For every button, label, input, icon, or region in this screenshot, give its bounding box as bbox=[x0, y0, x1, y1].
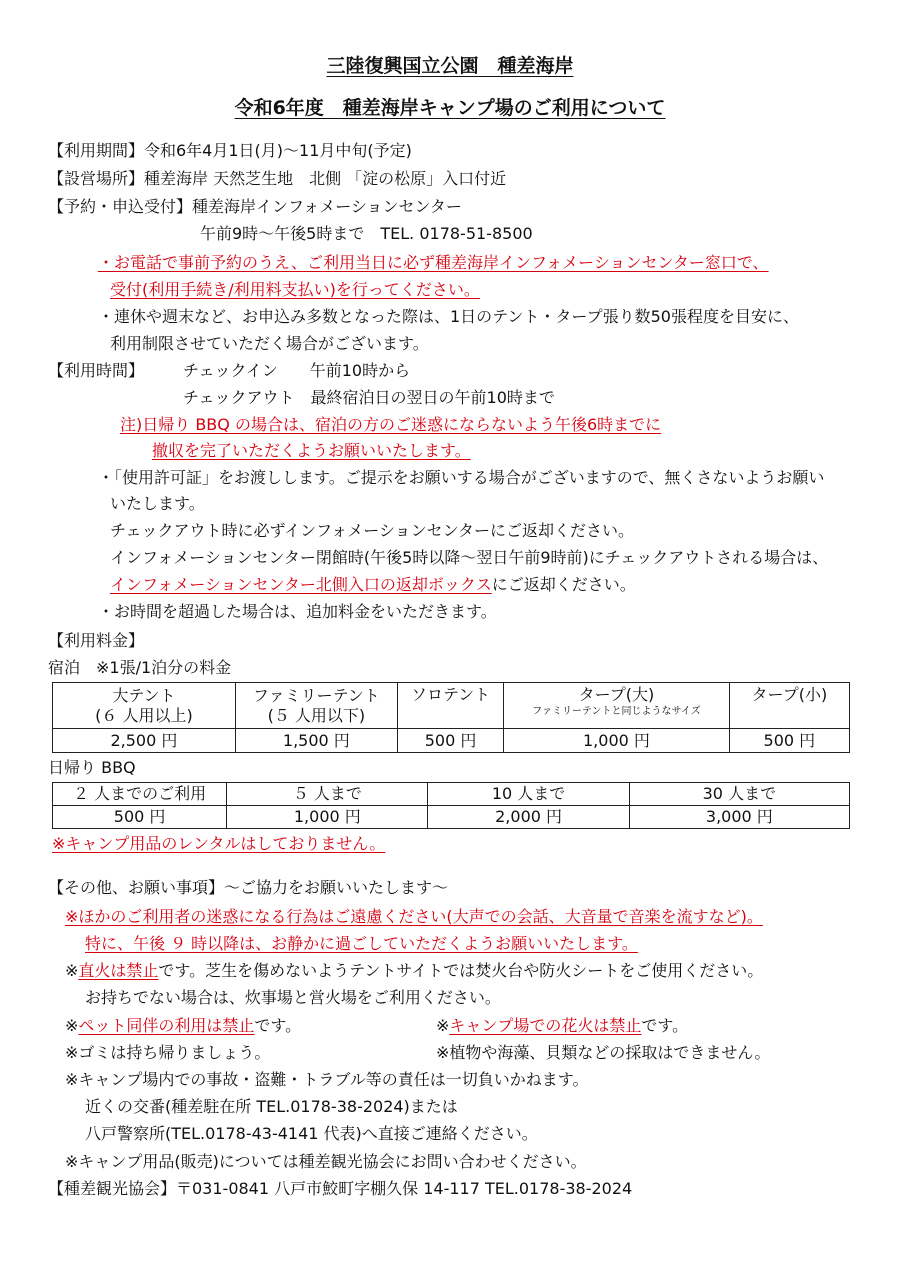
fireworks-note: ※キャンプ場での花火は禁止です。 bbox=[436, 1016, 689, 1035]
return-box-note: インフォメーションセンター北側入口の返却ボックス bbox=[110, 575, 492, 594]
stay-price-large-tent: 2,500 円 bbox=[53, 729, 236, 753]
bbq-price-2: 500 円 bbox=[53, 806, 227, 829]
permit-note-3: チェックアウト時に必ずインフォメーションセンターにご返却ください。 bbox=[110, 521, 635, 540]
bbq-price-5: 1,000 円 bbox=[227, 806, 428, 829]
permit-note-2: いたします。 bbox=[110, 494, 205, 513]
pet-note: ※ペット同伴の利用は禁止です。 bbox=[65, 1016, 302, 1035]
limit-note-2: 利用制限させていただく場合がございます。 bbox=[110, 334, 429, 353]
checkin-time: チェックイン 午前10時から bbox=[183, 361, 411, 380]
manners-red-1: ※ほかのご利用者の迷惑になる行為はご遠慮ください(大声での会話、大音量で音楽を流すなど)。 bbox=[65, 907, 763, 926]
manners-red-2: 特に、午後 ９ 時以降は、お静かに過ごしていただくようお願いいたします。 bbox=[85, 934, 638, 953]
bbq-note-red-2: 撤収を完了いただくようお願いいたします。 bbox=[152, 441, 471, 460]
permit-note-4: インフォメーションセンター閉館時(午後5時以降～翌日午前9時前)にチェックアウトされる場合は、 bbox=[110, 548, 829, 567]
bbq-price-10: 2,000 円 bbox=[428, 806, 629, 829]
plants-note: ※植物や海藻、貝類などの採取はできません。 bbox=[436, 1043, 771, 1062]
bbq-note-red-1: 注)日帰り BBQ の場合は、宿泊の方のご迷惑にならないよう午後6時までに bbox=[120, 415, 662, 434]
garbage-note: ※ゴミは持ち帰りましょう。 bbox=[65, 1043, 271, 1062]
pet-prohibited: ペット同伴の利用は禁止 bbox=[78, 1016, 255, 1035]
reservation-info: 【予約・申込受付】種差海岸インフォメーションセンター bbox=[48, 197, 462, 216]
stay-header-tarp-small: タープ(小) bbox=[729, 683, 849, 729]
stay-price-tarp-small: 500 円 bbox=[729, 729, 849, 753]
bbq-header-5: ５ 人まで bbox=[227, 783, 428, 806]
other-label: 【その他、お願い事項】～ご協力をお願いいたします～ bbox=[48, 878, 449, 897]
police-note-1: 近くの交番(種差駐在所 TEL.0178-38-2024)または bbox=[85, 1097, 458, 1116]
stay-header-large-tent: 大テント (６ 人用以上) bbox=[53, 683, 236, 729]
limit-note-1: ・連休や週末など、お申込み多数となった際は、1日のテント・タープ張り数50張程度を目安に、 bbox=[98, 307, 799, 326]
stay-header-family-tent: ファミリーテント (５ 人用以下) bbox=[235, 683, 397, 729]
stay-header-tarp-large: タープ(大) ファミリーテントと同じようなサイズ bbox=[504, 683, 729, 729]
setup-location: 【設営場所】種差海岸 天然芝生地 北側 「淀の松原」入口付近 bbox=[48, 169, 507, 188]
reservation-hours: 午前9時～午後5時まで TEL. 0178-51-8500 bbox=[200, 224, 533, 243]
overtime-note: ・お時間を超過した場合は、追加料金をいただきます。 bbox=[98, 602, 497, 621]
no-rental-note: ※キャンプ用品のレンタルはしておりません。 bbox=[52, 834, 386, 853]
bbq-header-10: 10 人まで bbox=[428, 783, 629, 806]
fireworks-prohibited: キャンプ場での花火は禁止 bbox=[449, 1016, 642, 1035]
usage-time-label: 【利用時間】 bbox=[48, 361, 145, 380]
stay-price-family-tent: 1,500 円 bbox=[235, 729, 397, 753]
title-camp: 令和6年度 種差海岸キャンプ場のご利用について bbox=[234, 97, 666, 119]
fee-label: 【利用料金】 bbox=[48, 631, 145, 650]
fire-note-1: ※直火は禁止です。芝生を傷めないようテントサイトでは焚火台や防火シートをご使用ください。 bbox=[65, 961, 764, 980]
stay-fee-table bbox=[52, 682, 850, 753]
fire-prohibited: 直火は禁止 bbox=[78, 961, 159, 980]
stay-header-row bbox=[53, 683, 850, 729]
reservation-note-red-1: ・お電話で事前予約のうえ、ご利用当日に必ず種差海岸インフォメーションセンター窓口で、 bbox=[98, 253, 769, 272]
permit-note-5 bbox=[110, 574, 636, 596]
usage-period: 【利用期間】令和6年4月1日(月)～11月中旬(予定) bbox=[48, 141, 412, 160]
liability-note: ※キャンプ場内での事故・盗難・トラブル等の責任は一切負いかねます。 bbox=[65, 1070, 589, 1089]
permit-note-1: ・「使用許可証」をお渡しします。ご提示をお願いする場合がございますので、無くさないようお願い bbox=[98, 468, 825, 487]
return-box-rest: にご返却ください。 bbox=[491, 575, 636, 594]
bbq-price-row bbox=[53, 806, 850, 829]
fire-note-2: お持ちでない場合は、炊事場と営火場をご利用ください。 bbox=[85, 988, 501, 1007]
reservation-note-red-2: 受付(利用手続き/利用料支払い)を行ってください。 bbox=[110, 280, 480, 299]
stay-price-tarp-large: 1,000 円 bbox=[504, 729, 729, 753]
checkout-time: チェックアウト 最終宿泊日の翌日の午前10時まで bbox=[183, 388, 555, 407]
bbq-label: 日帰り BBQ bbox=[48, 758, 136, 777]
bbq-price-30: 3,000 円 bbox=[629, 806, 849, 829]
association-contact: 【種差観光協会】〒031-0841 八戸市鮫町字棚久保 14-117 TEL.0178-38-2024 bbox=[48, 1179, 633, 1198]
bbq-header-2: ２ 人までのご利用 bbox=[53, 783, 227, 806]
stay-header-solo-tent: ソロテント bbox=[397, 683, 503, 729]
police-note-2: 八戸警察所(TEL.0178-43-4141 代表)へ直接ご連絡ください。 bbox=[85, 1124, 538, 1143]
bbq-fee-table bbox=[52, 782, 850, 829]
stay-label: 宿泊 ※1張/1泊分の料金 bbox=[48, 658, 232, 677]
stay-price-solo-tent: 500 円 bbox=[397, 729, 503, 753]
bbq-header-row bbox=[53, 783, 850, 806]
stay-price-row bbox=[53, 729, 850, 753]
title-park: 三陸復興国立公園 種差海岸 bbox=[326, 55, 574, 77]
goods-note: ※キャンプ用品(販売)については種差観光協会にお問い合わせください。 bbox=[65, 1152, 587, 1171]
bbq-header-30: 30 人まで bbox=[629, 783, 849, 806]
